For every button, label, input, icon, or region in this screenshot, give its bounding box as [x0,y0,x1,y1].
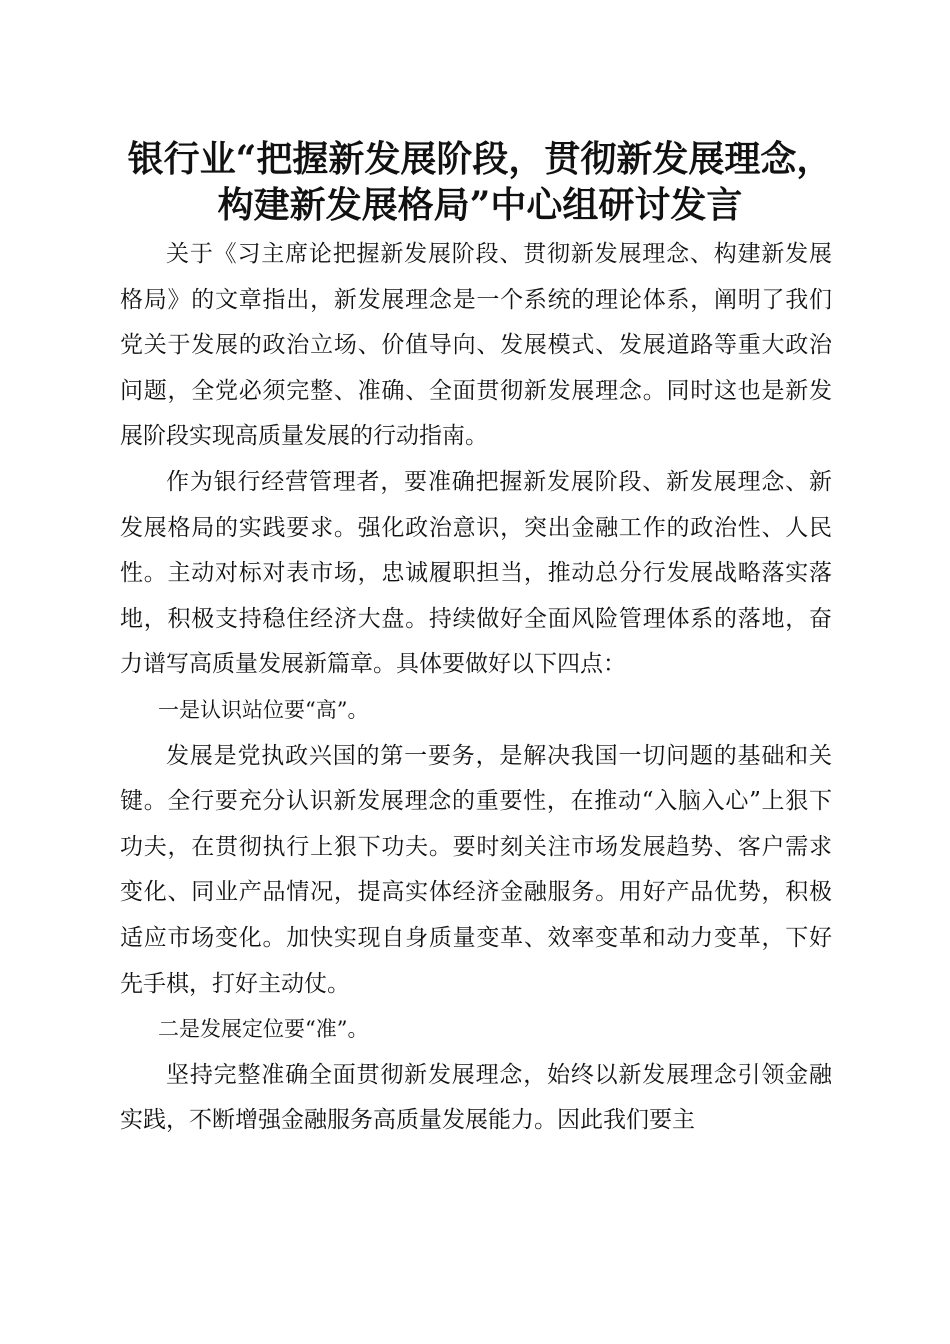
paragraph-manager-requirements: 作为银行经营管理者，要准确把握新发展阶段、新发展理念、新发展格局的实践要求。强化政治意识，突出金融工作的政治性、人民性。主动对标对表市场，忠诚履职担当，推动总分行发展战略落实落地，积极支持稳住经济大盘。持续做好全面风险管理体系的落地，奋力谱写高质量发展新篇章。具体要做好以下四点： [120,468,832,678]
title-line-1: 银行业“把握新发展阶段，贯彻新发展理念， [127,138,833,180]
section-heading-2: 二是发展定位要“准”。 [158,1017,369,1042]
document-body [120,232,832,1144]
title-line-2: 构建新发展格局”中心组研讨发言 [217,184,743,226]
paragraph-section-2: 坚持完整准确全面贯彻新发展理念，始终以新发展理念引领金融实践，不断增强金融服务高质量发展能力。因此我们要主 [120,1061,832,1134]
document-title [100,136,860,228]
section-heading-1: 一是认识站位要“高”。 [158,697,369,722]
paragraph-intro: 关于《习主席论把握新发展阶段、贯彻新发展理念、构建新发展格局》的文章指出，新发展理念是一个系统的理论体系，阐明了我们党关于发展的政治立场、价值导向、发展模式、发展道路等重大政治问题，全党必须完整、准确、全面贯彻新发展理念。同时这也是新发展阶段实现高质量发展的行动指南。 [120,241,832,450]
paragraph-section-1: 发展是党执政兴国的第一要务，是解决我国一切问题的基础和关键。全行要充分认识新发展理念的重要性，在推动“入脑入心”上狠下功夫，在贯彻执行上狠下功夫。要时刻关注市场发展趋势、客户需求变化、同业产品情况，提高实体经济金融服务。用好产品优势，积极适应市场变化。加快实现自身质量变革、效率变革和动力变革，下好先手棋，打好主动仗。 [120,742,832,997]
